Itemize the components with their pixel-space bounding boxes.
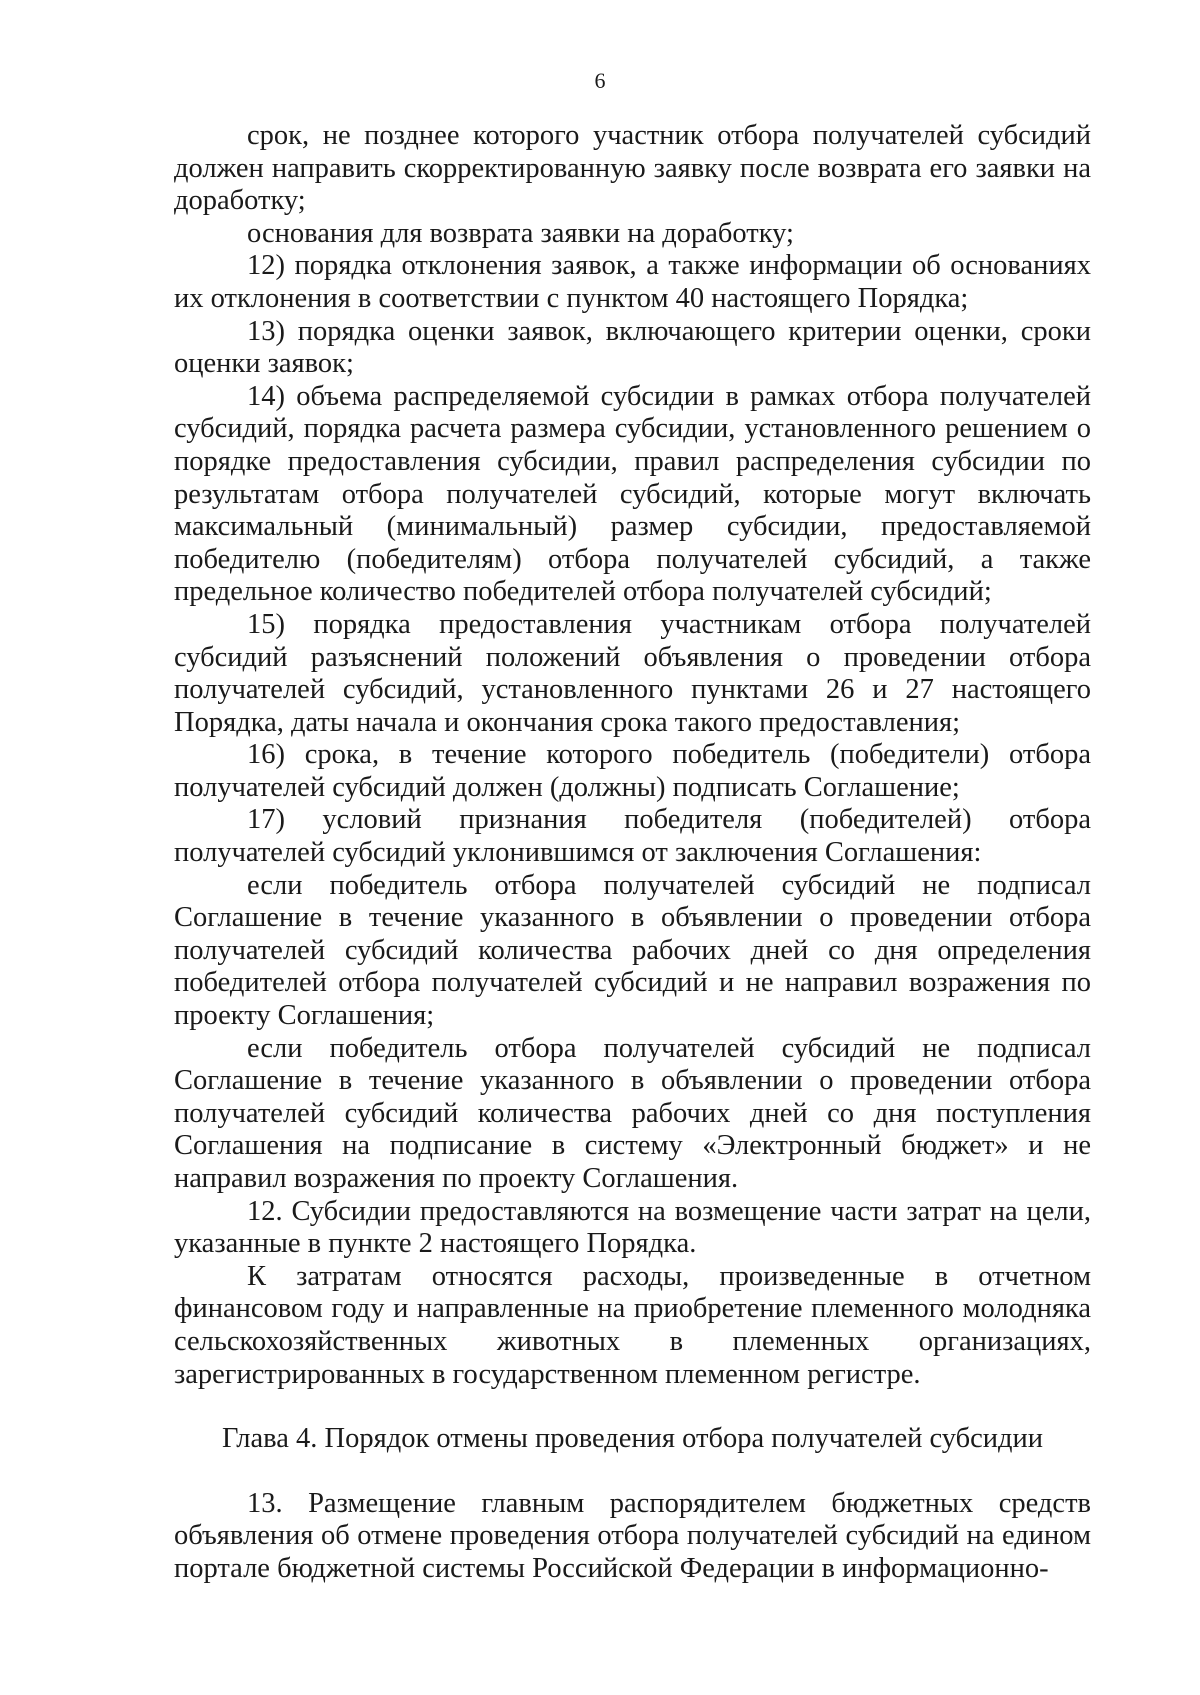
paragraph: срок, не позднее которого участник отбора получателей субсидий должен направить скорректированную заявку после возврата его заявки на доработку; (174, 120, 1091, 217)
paragraph: 17) условий признания победителя (победителей) отбора получателей субсидий уклонившимся от заключения Соглашения: (174, 804, 1091, 869)
paragraph: 14) объема распределяемой субсидии в рамках отбора получателей субсидий, порядка расчета размера субсидии, установленного решением о порядке предоставления субсидии, правил распределения субсидии по результатам отбора получателей субсидий, которые могут включать максимальный (минимальный) размер субсидии, предоставляемой победителю (победителям) отбора получателей субсидий, а также предельное количество победителей отбора получателей субсидий; (174, 380, 1091, 608)
page-number: 6 (594, 68, 606, 93)
paragraph: 15) порядка предоставления участникам отбора получателей субсидий разъяснений положений объявления о проведении отбора получателей субсидий, установленного пунктами 26 и 27 настоящего Порядка, даты начала и окончания срока такого предоставления; (174, 608, 1091, 738)
chapter-heading: Глава 4. Порядок отмены проведения отбора получателей субсидии (221, 1423, 1044, 1455)
paragraph: 12. Субсидии предоставляются на возмещение части затрат на цели, указанные в пункте 2 настоящего Порядка. (174, 1195, 1091, 1260)
paragraph: 13) порядка оценки заявок, включающего критерии оценки, сроки оценки заявок; (174, 315, 1091, 380)
paragraph: если победитель отбора получателей субсидий не подписал Соглашение в течение указанного в объявлении о проведении отбора получателей субсидий количества рабочих дней со дня определения победителей отбора получателей субсидий и не направил возражения по проекту Соглашения; (174, 869, 1091, 1032)
paragraph: К затратам относятся расходы, произведенные в отчетном финансовом году и направленные на приобретение племенного молодняка сельскохозяйственных животных в племенных организациях, зарегистрированных в государственном племенном регистре. (174, 1260, 1091, 1390)
paragraph: основания для возврата заявки на доработку; (247, 217, 794, 249)
paragraph: если победитель отбора получателей субсидий не подписал Соглашение в течение указанного в объявлении о проведении отбора получателей субсидий количества рабочих дней со дня поступления Соглашения на подписание в систему «Электронный бюджет» и не направил возражения по проекту Соглашения. (174, 1032, 1091, 1194)
paragraph: 13. Размещение главным распорядителем бюджетных средств объявления об отмене проведения отбора получателей субсидий на едином портале бюджетной системы Российской Федерации в информационно- (174, 1487, 1091, 1584)
paragraph: 12) порядка отклонения заявок, а также информации об основаниях их отклонения в соответствии с пунктом 40 настоящего Порядка; (174, 250, 1091, 314)
document-body (174, 120, 1091, 1586)
paragraph: 16) срока, в течение которого победитель (победители) отбора получателей субсидий должен (должны) подписать Соглашение; (174, 739, 1091, 803)
